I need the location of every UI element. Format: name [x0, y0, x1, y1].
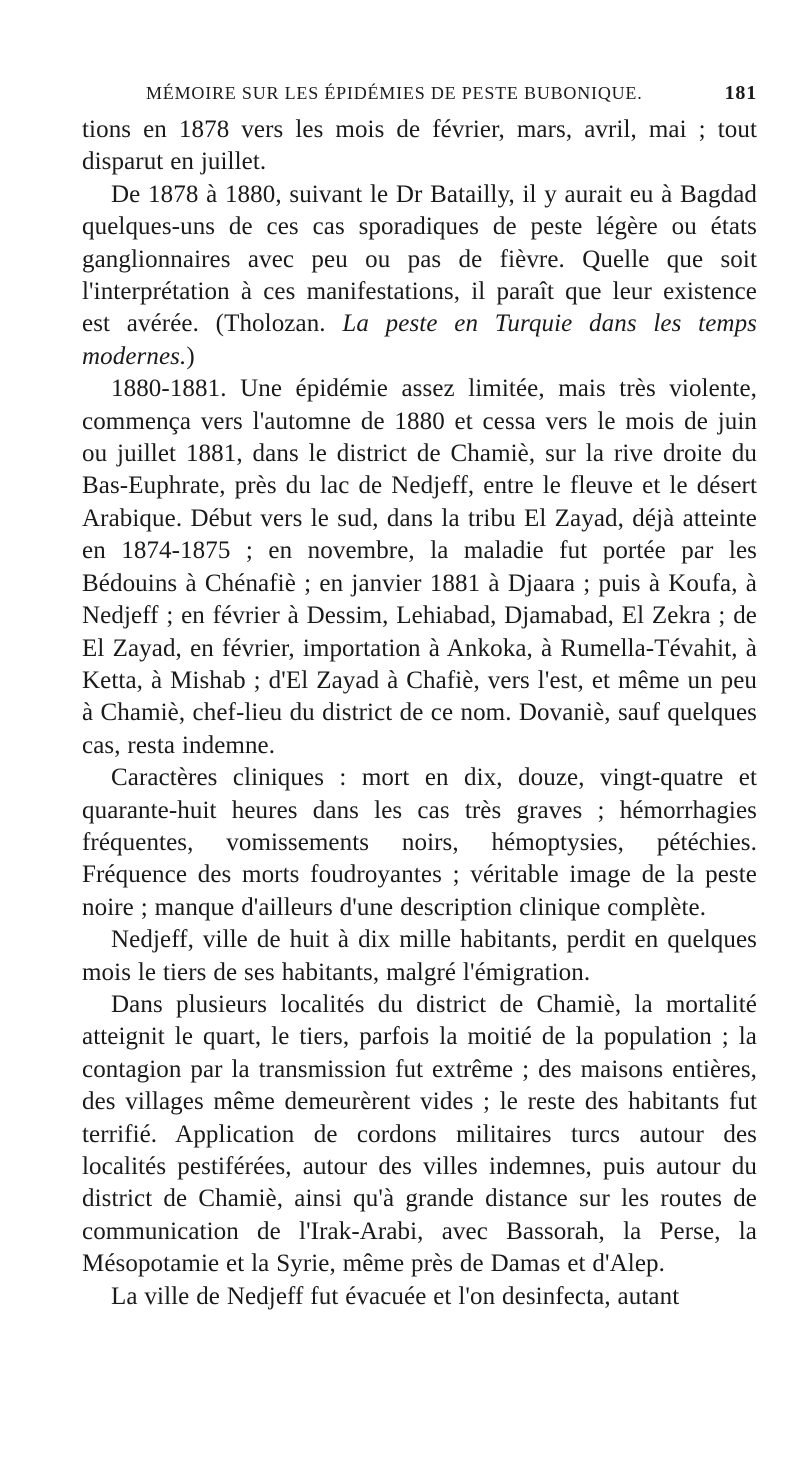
paragraph-bataillly: [82, 179, 757, 373]
paragraph-clinical-features: Caractères cliniques : mort en dix, douze, vingt-quatre et quarante-huit heures dans les cas très graves ; hémorrhagies fréquentes, vomissements noirs, hémoptysies, pétéchies. Fréquence des morts foudroyantes ; véritable image de la peste noire ; manque d'ailleurs d'une description clinique complète.: [82, 764, 757, 921]
paragraph-nedjeff-population: Nedjeff, ville de huit à dix mille habitants, perdit en quelques mois le tiers de ses habitants, malgré l'émigration.: [82, 926, 757, 986]
paragraph-evacuation: La ville de Nedjeff fut évacuée et l'on desinfecta, autant: [111, 1282, 680, 1310]
paragraph-mortality-cordons: Dans plusieurs localités du district de Chamiè, la mortalité atteignit le quart, le tiers, parfois la moitié de la population ; la contagion par la transmission fut extrême ; des maisons entières, des villages même demeurèrent vides ; le reste des habitants fut terrifié. Application de cordons militaires turcs autour des localités pestiférées, autour des villes indemnes, puis autour du district de Chamiè, ainsi qu'à grande distance sur les routes de communication de l'Irak-Arabi, avec Bassorah, la Perse, la Mésopotamie et la Syrie, même près de Damas et d'Alep.: [82, 990, 757, 1278]
cited-title: La peste en Turquie dans les temps modernes.: [82, 310, 757, 370]
paragraph-continuation: tions en 1878 vers les mois de février, mars, avril, mai ; tout disparut en juillet.: [82, 116, 757, 176]
page-number: 181: [724, 82, 757, 104]
body-text: [82, 114, 757, 1313]
running-title: MÉMOIRE SUR LES ÉPIDÉMIES DE PESTE BUBONIQUE.: [146, 83, 643, 103]
running-header: [82, 78, 757, 108]
paragraph-text: De 1878 à 1880, suivant le Dr Batailly, il y aurait eu à Bagdad quelques-uns de ces cas sporadiques de peste légère ou états ganglionnaires avec peu ou pas de fièvre. Quelle que soit l'interprétation à ces manifestations, il paraît que leur existence est avérée. (Tholozan.: [82, 180, 757, 338]
paragraph-epidemic-1880-1881: 1880-1881. Une épidémie assez limitée, mais très violente, commença vers l'automne de 1880 et cessa vers le mois de juin ou juillet 1881, dans le district de Chamiè, sur la rive droite du Bas-Euphrate, près du lac de Nedjeff, entre le fleuve et le désert Arabique. Début vers le sud, dans la tribu El Zayad, déjà atteinte en 1874-1875 ; en novembre, la maladie fut portée par les Bédouins à Chénafiè ; en janvier 1881 à Djaara ; puis à Koufa, à Nedjeff ; en février à Dessim, Lehiabad, Djamabad, El Zekra ; de El Zayad, en février, importation à Ankoka, à Rumella-Tévahit, à Ketta, à Mishab ; d'El Zayad à Chafiè, vers l'est, et même un peu à Chamiè, chef-lieu du district de ce nom. Dovaniè, sauf quelques cas, resta indemne.: [82, 375, 757, 759]
closing-parenthesis: ): [186, 342, 195, 370]
